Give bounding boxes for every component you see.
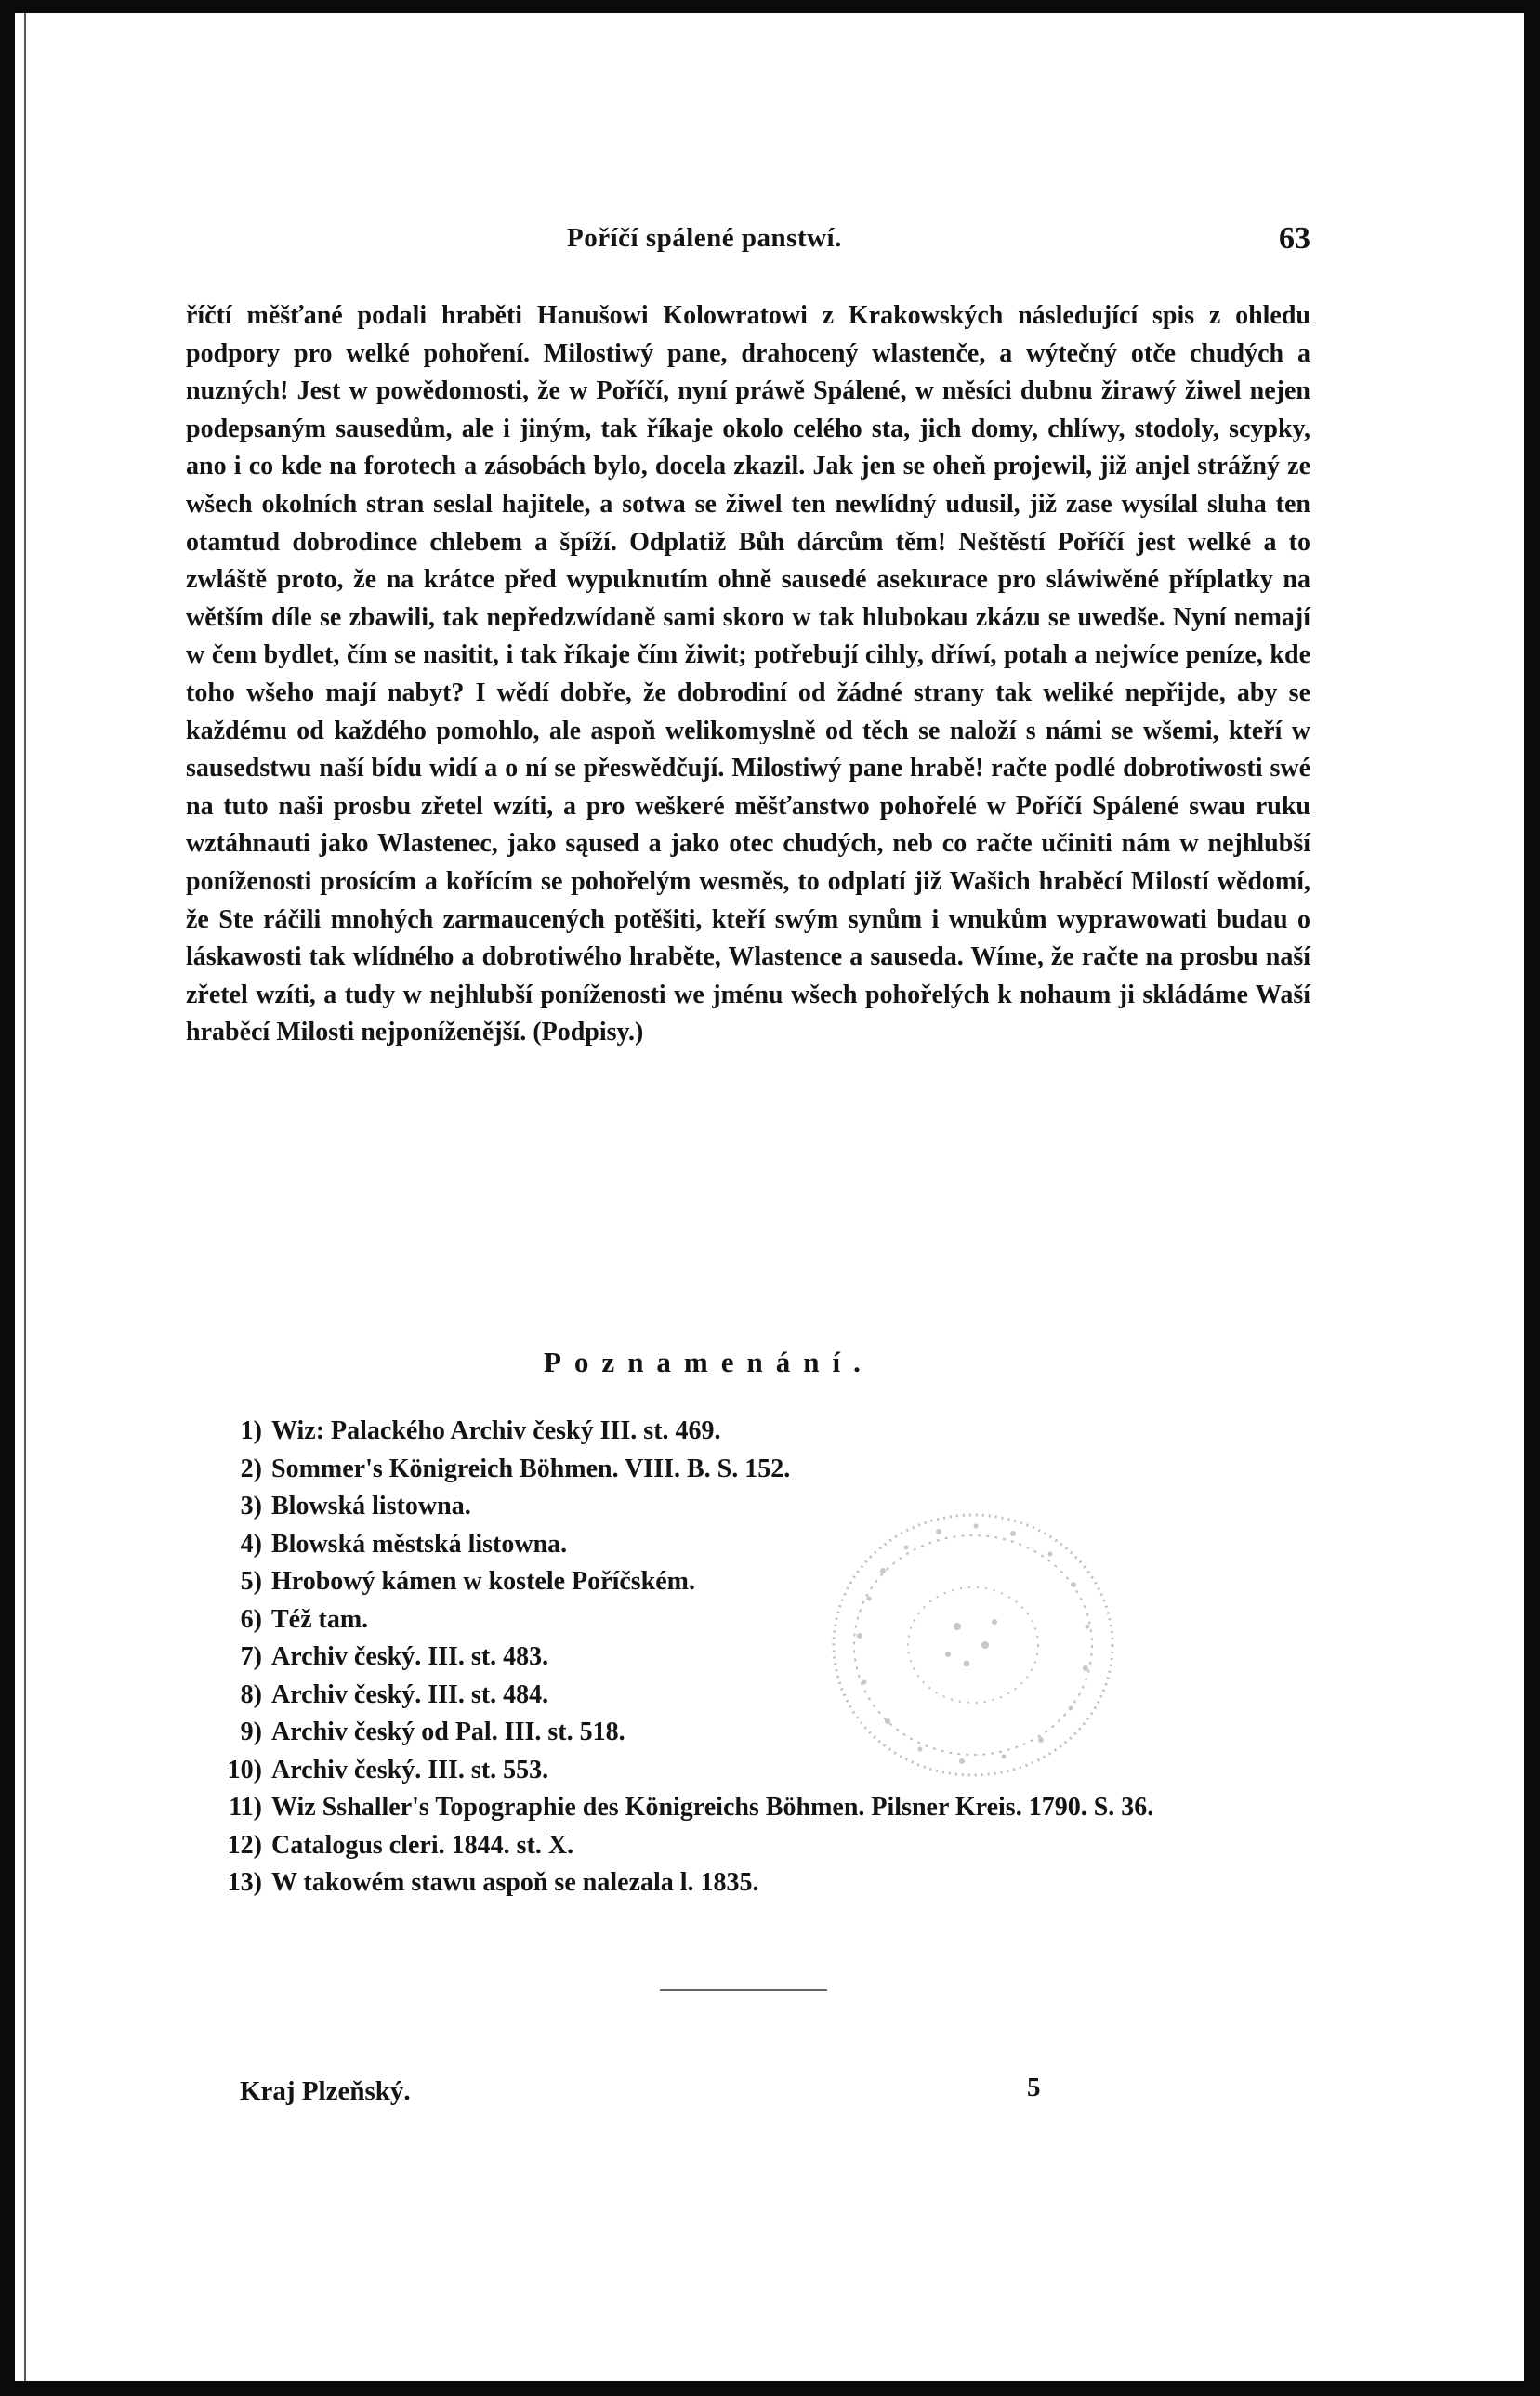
- scan-border-bottom: [0, 2381, 1540, 2396]
- scan-border-top: [0, 0, 1540, 13]
- note-number: 13): [227, 1868, 262, 1897]
- note-item: [223, 1827, 1310, 1865]
- note-number: 12): [227, 1830, 262, 1860]
- note-number: 7): [240, 1642, 262, 1671]
- note-number: 3): [240, 1492, 262, 1521]
- note-item: [223, 1677, 1310, 1715]
- note-item: [223, 1752, 1310, 1790]
- note-text: Archiv český. III. st. 484.: [271, 1679, 549, 1709]
- end-divider: [660, 1989, 827, 1991]
- note-text: Archiv český. III. st. 483.: [271, 1642, 549, 1671]
- body-paragraph: říčtí měšťané podali hraběti Hanušowi Kolowratowi z Krakowských následující spis z ohledu podpory pro welké pohoření. Milostiwý pane, drahocený wlastenče, a wýtečný otče chudých a nuzných! Jest w powědomosti, že w Poříčí, nyní práwě Spálené, w měsíci dubnu žirawý žiwel nejen podepsaným sausedům, ale i jiným, tak říkaje okolo celého sta, jich domy, chlíwy, stodoly, sсypky, ano i co kde na forotech a zásobách bylo, docela zkazil. Jak jen se oheň projewil, již anjel strážný ze wšech okolních stran seslal hajitele, a sotwa se žiwel ten newlídný udusil, již zase wysílal sluha ten otamtud dobrodince chlebem a špíží. Odplatiž Bůh dárcům těm! Neštěstí Poříčí jest welké a to zwláště proto, že na krátce před wypuknutím ohně sausedé asekurace pro sláwiwěné příplatky na wětším díle se zbawili, tak nepředzwídaně sami skoro w tak hlubokau zkázu se uwedše. Nyní nemají w čem bydlet, čím se nasitit, i tak říkaje čím žiwit; potřebují cihly, dříwí, potah a nejwíce peníze, kde toho wšeho mají nabyt? I wědí dobře, že dobrodiní od žádné strany tak weliké nepřijde, aby se každému od každého pomohlo, ale aspoň welikomyslně od těch se naloží s námi se wšemi, kteří w sausedstwu naší bídu widí a o ní se přeswědčují. Milostiwý pane hrabě! račte podlé dobrotiwosti swé na tuto naši prosbu zřetel wzíti, a pro weškeré měšťanstwo pohořelé w Poříčí Spálené swau ruku wztáhnauti jako Wlastenec, jako sąused a jako otec chudých, neb co račte učiniti nám w nejhlubší poníženosti prosícím a kořícím se pohořelým wesměs, to odplatí již Wašich hraběcí Milostí wědomí, že Ste ráčili mnohých zarmaucených potěšiti, kteří swým synům i wnukům wyprawowati budau o láskawosti tak wlídného a dobrotiwého hraběte, Wlastence a sauseda. Wíme, že račte na prosbu naší zřetel wzíti, a tudy w nejhlubší poníženosti we jménu wšech pohořelých k nohaum ji skládáme Waší hraběcí Milosti nejponíženější. (Podpisy.): [186, 301, 1310, 1047]
- scan-border-left: [0, 0, 15, 2396]
- scan-border-right: [1524, 0, 1540, 2396]
- note-text: W takowém stawu aspoň se nalezala l. 1835.: [271, 1868, 759, 1897]
- note-item: [223, 1639, 1310, 1677]
- stamp-speckle: [857, 1524, 1090, 1765]
- binding-edge: [24, 13, 26, 2381]
- note-number: 4): [240, 1529, 262, 1559]
- note-item: [223, 1488, 1310, 1526]
- note-item: [223, 1714, 1310, 1752]
- note-number: 8): [240, 1679, 262, 1709]
- note-text: Sommer's Königreich Böhmen. VIII. B. S. 152.: [271, 1454, 791, 1483]
- note-number: 10): [227, 1755, 262, 1784]
- note-number: 11): [229, 1793, 262, 1822]
- running-header: [186, 221, 1310, 268]
- library-stamp: [827, 1506, 1120, 1784]
- note-text: Wiz Sshaller's Topographie des Königreichs Böhmen. Pilsner Kreis. 1790. S. 36.: [271, 1793, 1154, 1822]
- note-text: Wiz: Palackého Archiv český III. st. 469.: [271, 1416, 721, 1445]
- note-number: 9): [240, 1718, 262, 1746]
- note-item: [223, 1601, 1310, 1639]
- note-number: 6): [240, 1604, 262, 1634]
- notes-heading: Poznamenání.: [544, 1346, 874, 1378]
- notes-list: [223, 1413, 1310, 1902]
- note-item: [223, 1526, 1310, 1564]
- page-number: 63: [1279, 221, 1310, 256]
- note-text: Archiv český od Pal. III. st. 518.: [271, 1718, 625, 1746]
- note-item: [223, 1864, 1310, 1902]
- note-text: Archiv český. III. st. 553.: [271, 1755, 549, 1784]
- note-text: Hrobowý kámen w kostele Poříčském.: [271, 1567, 695, 1596]
- note-number: 1): [240, 1416, 262, 1445]
- note-item: [223, 1413, 1310, 1451]
- note-text: Blowská městská listowna.: [271, 1529, 568, 1559]
- note-text: Blowská listowna.: [271, 1492, 471, 1521]
- note-item: [223, 1789, 1310, 1827]
- stamp-rings: [834, 1515, 1112, 1775]
- note-item: [223, 1451, 1310, 1489]
- signature-number: 5: [1027, 2073, 1041, 2102]
- note-text: Též tam.: [271, 1604, 369, 1634]
- signature-mark: Kraj Plzeňský.: [240, 2076, 411, 2106]
- note-item: [223, 1563, 1310, 1601]
- note-text: Catalogus cleri. 1844. st. X.: [271, 1830, 574, 1860]
- note-number: 5): [240, 1567, 262, 1596]
- running-title: Poříčí spálené panstwí.: [567, 223, 842, 253]
- note-number: 2): [240, 1454, 262, 1483]
